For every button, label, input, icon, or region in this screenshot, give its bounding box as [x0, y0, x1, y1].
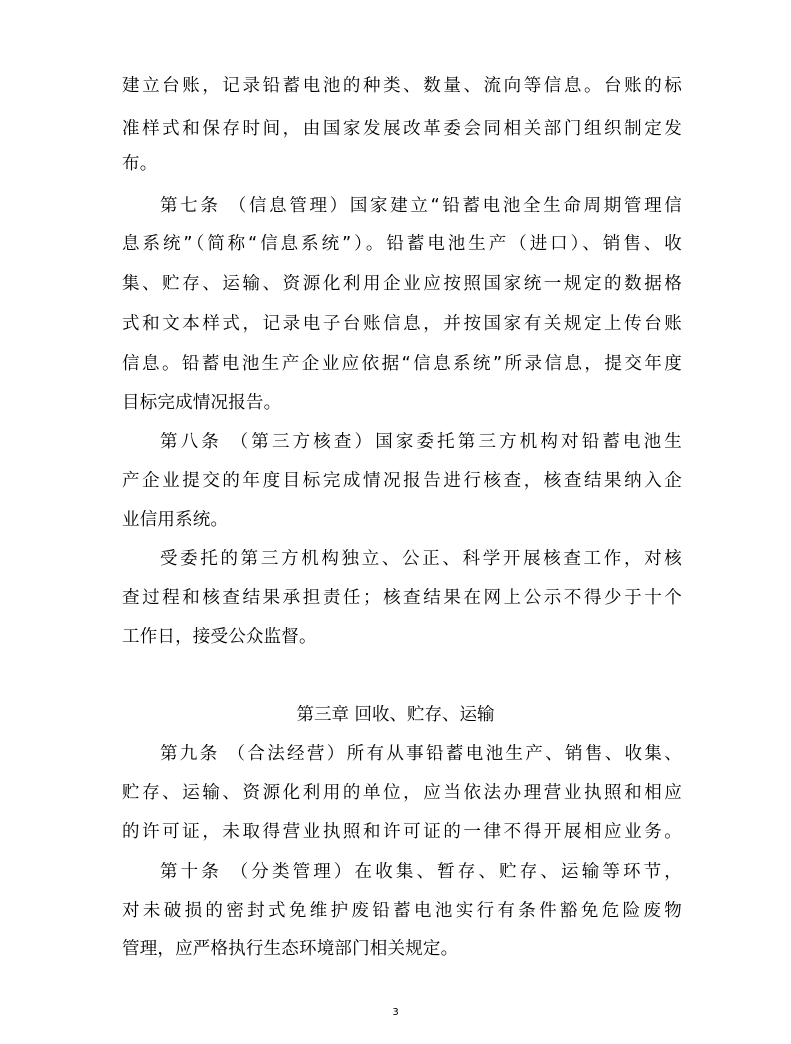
article-9-line: 第九条 （合法经营）所有从事铅蓄电池生产、销售、收集、: [160, 744, 682, 764]
article-7-line: 第七条 （信息管理）国家建立“铅蓄电池全生命周期管理信: [160, 196, 682, 216]
article-10-line: 第十条 （分类管理）在收集、暂存、贮存、运输等环节，: [160, 862, 682, 882]
text-line: 的许可证，未取得营业执照和许可证的一律不得开展相应业务。: [122, 822, 682, 842]
text-line: 布。: [122, 154, 158, 174]
text-line: 息系统”（简称“信息系统”）。铅蓄电池生产（进口）、销售、收: [122, 234, 682, 254]
page-number: 3: [392, 1007, 399, 1018]
text-line: 业信用系统。: [122, 510, 229, 530]
text-line: 建立台账，记录铅蓄电池的种类、数量、流向等信息。台账的标: [122, 76, 682, 96]
text-line: 准样式和保存时间，由国家发展改革委会同相关部门组织制定发: [122, 119, 682, 139]
text-line: 目标完成情况报告。: [122, 393, 282, 413]
text-line: 工作日，接受公众监督。: [122, 627, 317, 647]
article-8-line: 第八条 （第三方核查）国家委托第三方机构对铅蓄电池生: [160, 432, 682, 452]
text-line: 集、贮存、运输、资源化利用企业应按照国家统一规定的数据格: [122, 274, 682, 294]
text-line: 产企业提交的年度目标完成情况报告进行核查，核查结果纳入企: [122, 471, 682, 491]
text-line: 查过程和核查结果承担责任；核查结果在网上公示不得少于十个: [122, 588, 682, 608]
text-line: 管理，应严格执行生态环境部门相关规定。: [122, 939, 459, 959]
text-line: 信息。铅蓄电池生产企业应依据“信息系统”所录信息，提交年度: [122, 354, 682, 374]
text-line: 贮存、运输、资源化利用的单位，应当依法办理营业执照和相应: [122, 783, 682, 803]
text-line: 对未破损的密封式免维护废铅蓄电池实行有条件豁免危险废物: [122, 901, 682, 921]
text-line: 式和文本样式，记录电子台账信息，并按国家有关规定上传台账: [122, 314, 682, 334]
text-line: 受委托的第三方机构独立、公正、科学开展核查工作，对核: [160, 549, 682, 569]
chapter-heading: 第三章 回收、贮存、运输: [296, 705, 495, 725]
